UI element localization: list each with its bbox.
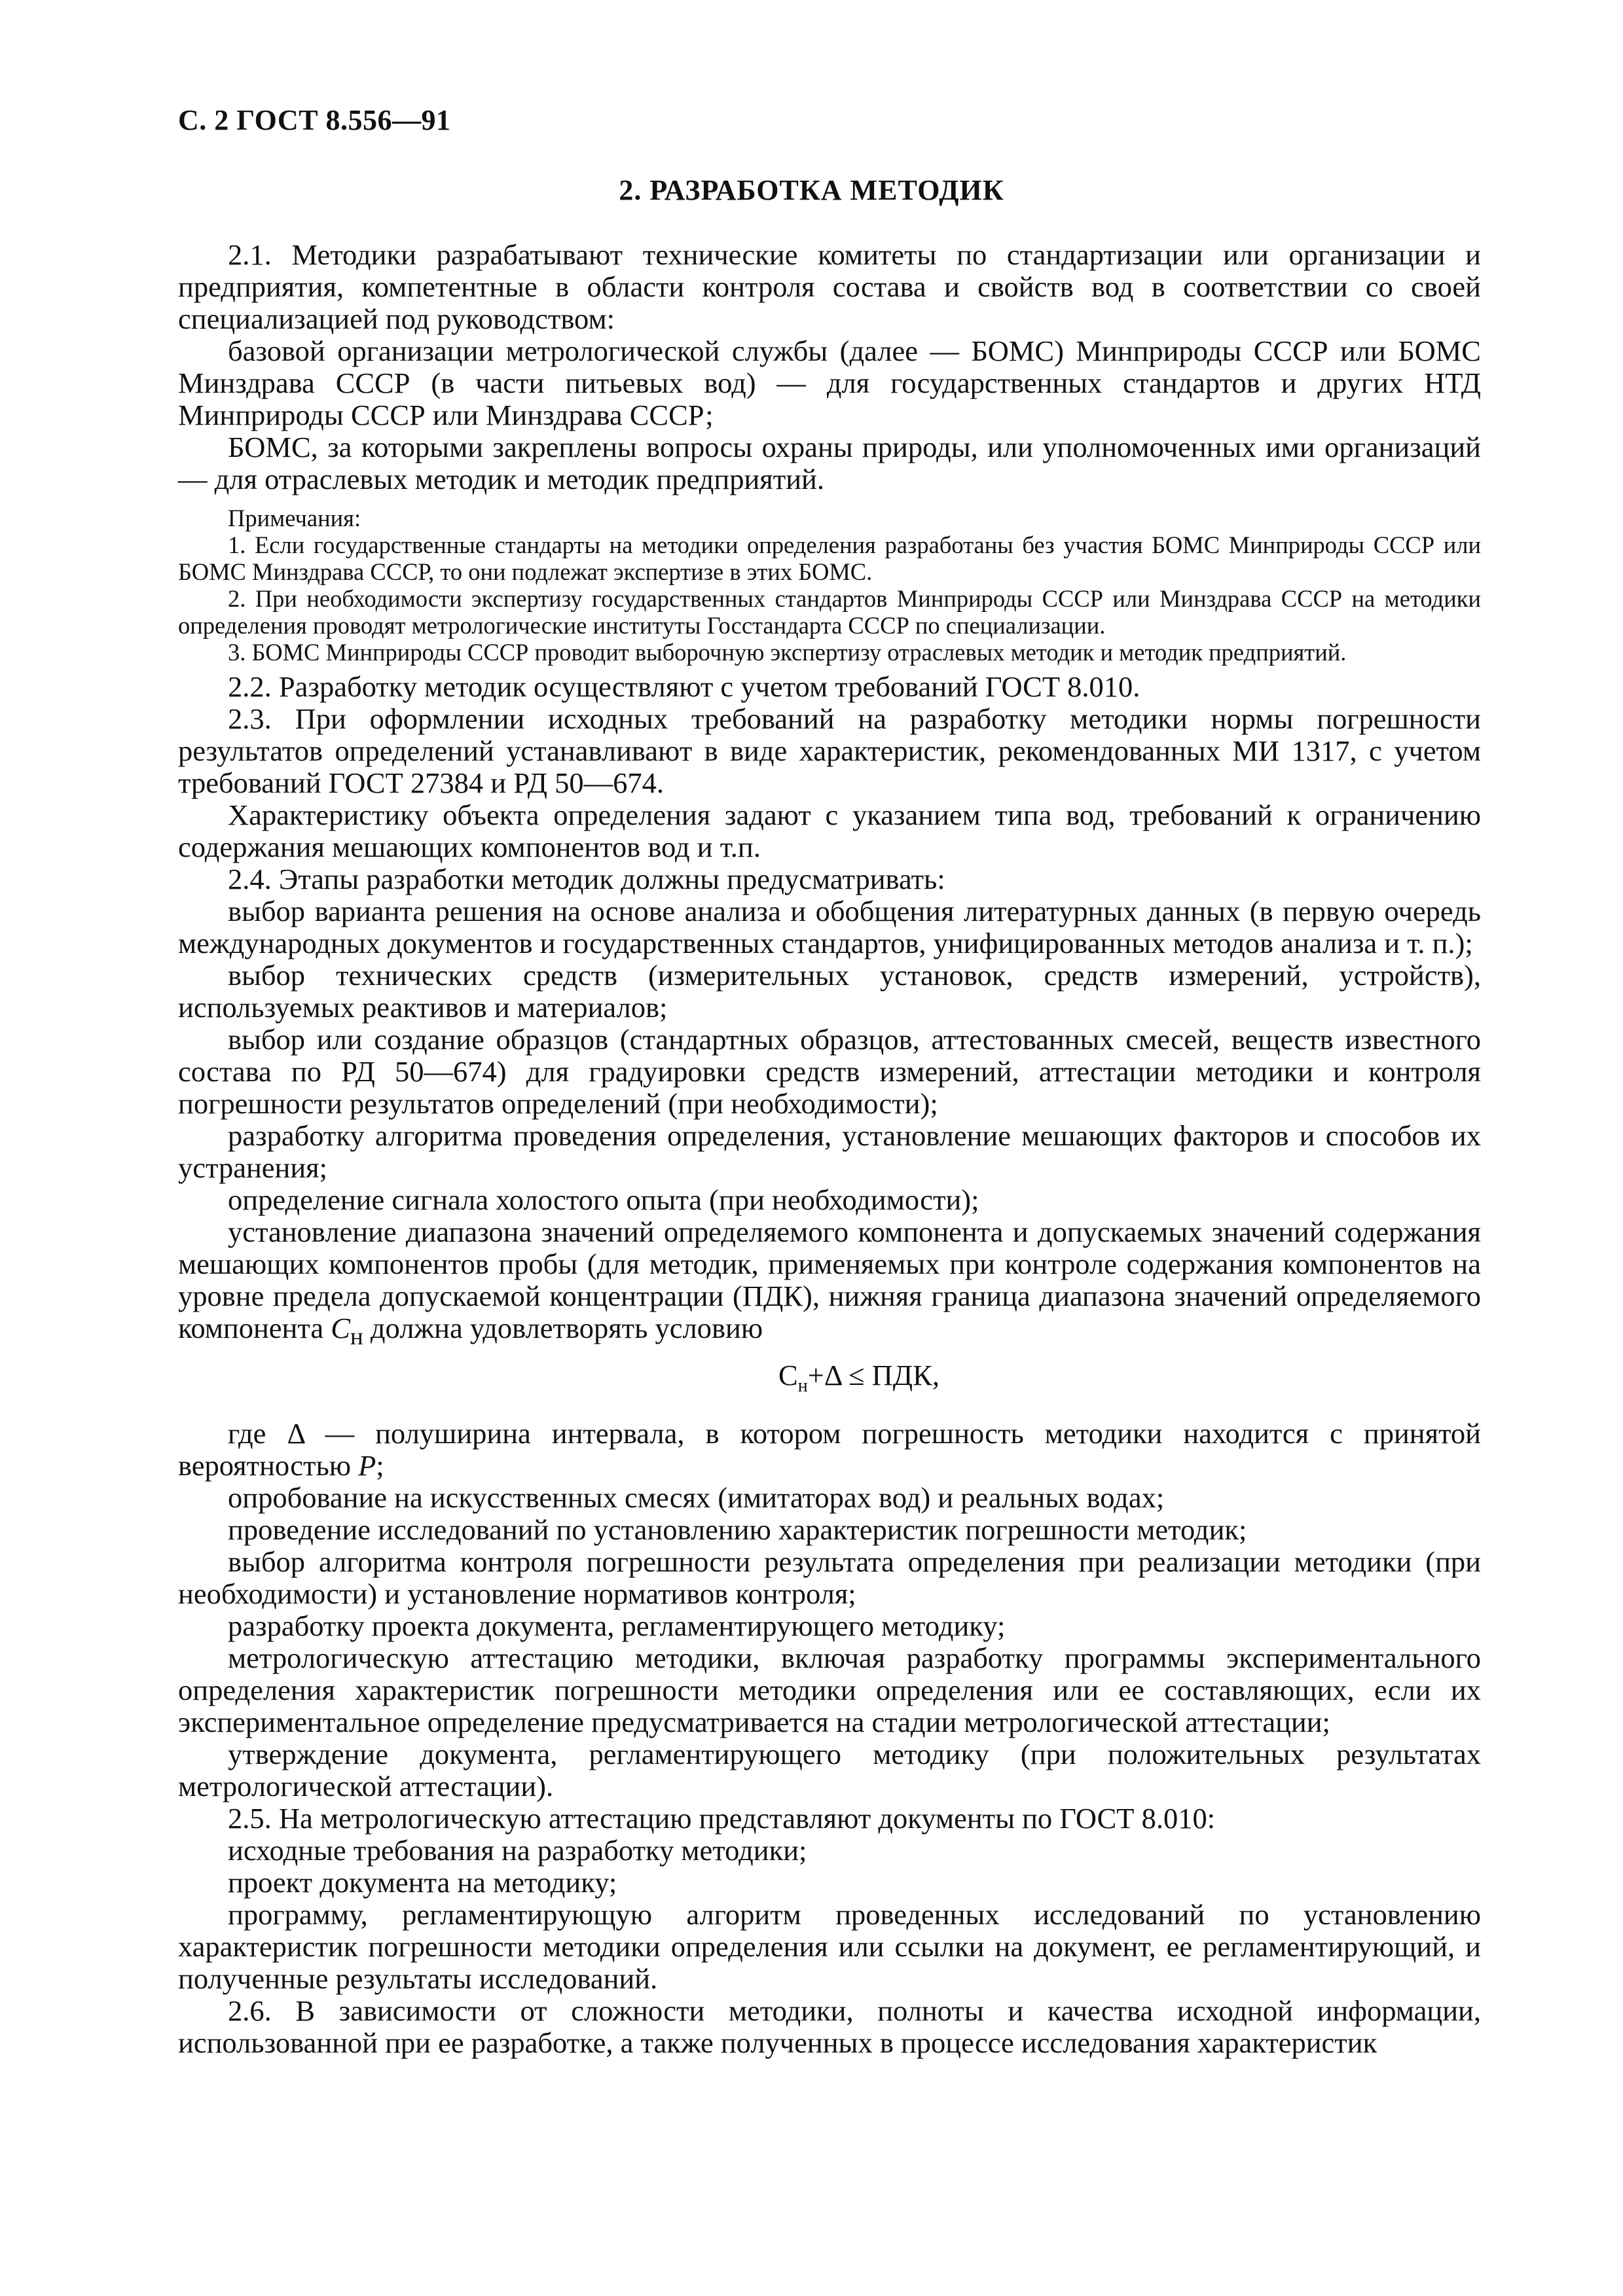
section-title: 2. РАЗРАБОТКА МЕТОДИК <box>619 174 1004 206</box>
page-header: С. 2 ГОСТ 8.556—91 <box>178 104 451 136</box>
formula-c: С <box>778 1358 798 1391</box>
paragraph-2-4-g <box>178 1418 1481 1482</box>
paragraph-2-4-e: определение сигнала холостого опыта (при необходимости); <box>228 1183 979 1216</box>
paragraph-2-4-i: проведение исследований по установлению характеристик погрешности методик; <box>228 1513 1247 1546</box>
symbol-c: C <box>331 1312 350 1344</box>
paragraph-2-5-a: исходные требования на разработку методики; <box>228 1833 807 1867</box>
paragraph-2-4-k: разработку проекта документа, регламентирующего методику; <box>228 1609 1006 1642</box>
paragraph-2-5: 2.5. На метрологическую аттестацию представляют документы по ГОСТ 8.010: <box>228 1801 1216 1835</box>
paragraph-2-4-f <box>178 1216 1481 1353</box>
paragraph-2-4-g-end: ; <box>376 1448 384 1482</box>
symbol-p: P <box>358 1448 376 1482</box>
paragraph-2-1-b: БОМС, за которыми закреплены вопросы охраны природы, или уполномоченных ими организаций — для отраслевых методик и методик предприятий. <box>178 431 1481 495</box>
formula <box>178 1359 1481 1402</box>
paragraph-2-4-m: утверждение документа, регламентирующего методику (при положительных результатах метрологической аттестации). <box>178 1737 1481 1803</box>
document-body <box>178 239 1481 2059</box>
paragraph-2-4-l: метрологическую аттестацию методики, включая разработку программы экспериментального определения характеристик погрешности методики определения или ее составляющих, если их экспериментальное определение предусматривается на стадии метрологической аттестации; <box>178 1641 1481 1738</box>
formula-sub: н <box>797 1375 808 1396</box>
paragraph-2-2: 2.2. Разработку методик осуществляют с учетом требований ГОСТ 8.010. <box>228 670 1140 703</box>
note-1: 1. Если государственные стандарты на методики определения разработаны без участия БОМС Минприроды СССР или БОМС Минздрава СССР, то они подлежат экспертизе в этих БОМС. <box>178 531 1481 585</box>
notes-block <box>178 505 1481 666</box>
paragraph-2-4-b: выбор технических средств (измерительных установок, средств измерений, устройств), используемых реактивов и материалов; <box>178 959 1481 1024</box>
paragraph-2-4-g-text: где Δ — полуширина интервала, в котором погрешность методики находится с принятой вероятностью <box>178 1416 1481 1482</box>
paragraph-2-1-a: базовой организации метрологической службы (далее — БОМС) Минприроды СССР или БОМС Минздрава СССР (в части питьевых вод) — для государственных стандартов и других НТД Минприроды СССР или Минздрава СССР; <box>178 334 1481 431</box>
note-2: 2. При необходимости экспертизу государственных стандартов Минприроды СССР или Минздрава СССР на методики определения проводят метрологические институты Госстандарта СССР по специализации. <box>178 585 1481 639</box>
paragraph-2-4-j: выбор алгоритма контроля погрешности результата определения при реализации методики (при необходимости) и установление нормативов контроля; <box>178 1545 1481 1610</box>
paragraph-2-4-h: опробование на искусственных смесях (имитаторах вод) и реальных водах; <box>228 1480 1165 1514</box>
paragraph-2-5-b: проект документа на методику; <box>228 1865 617 1899</box>
formula-rest: +Δ ≤ ПДК, <box>807 1358 939 1391</box>
symbol-c-sub: н <box>350 1323 363 1350</box>
paragraph-2-4-f-end: должна удовлетворять условию <box>370 1312 763 1344</box>
paragraph-2-1: 2.1. Методики разрабатывают технические комитеты по стандартизации или организации и предприятия, компетентные в области контроля состава и свойств вод в соответствии со своей специализацией под руководством: <box>178 238 1481 335</box>
paragraph-2-4-a: выбор варианта решения на основе анализа и обобщения литературных данных (в первую очередь международных документов и государственных стандартов, унифицированных методов анализа и т. п.); <box>178 895 1481 960</box>
note-3: 3. БОМС Минприроды СССР проводит выборочную экспертизу отраслевых методик и методик предприятий. <box>228 639 1347 666</box>
paragraph-2-6: 2.6. В зависимости от сложности методики, полноты и качества исходной информации, использованной при ее разработке, а также полученных в процессе исследования характеристик <box>178 1994 1481 2059</box>
notes-title: Примечания: <box>228 505 361 531</box>
paragraph-2-3-b: Характеристику объекта определения задают с указанием типа вод, требований к ограничению содержания мешающих компонентов вод и т.п. <box>178 798 1481 863</box>
paragraph-2-4-d: разработку алгоритма проведения определения, установление мешающих факторов и способов их устранения; <box>178 1119 1481 1184</box>
paragraph-2-4-c: выбор или создание образцов (стандартных образцов, аттестованных смесей, веществ известного состава по РД 50—674) для градуировки средств измерений, аттестации методики и контроля погрешности результатов определений (при необходимости); <box>178 1023 1481 1120</box>
paragraph-2-4-f-text: установление диапазона значений определяемого компонента и допускаемых значений содержания мешающих компонентов пробы (для методик, применяемых при контроле содержания компонентов на уровне предела допускаемой концентрации (ПДК), нижняя граница диапазона значений определяемого компонента <box>178 1215 1481 1344</box>
paragraph-2-3: 2.3. При оформлении исходных требований на разработку методики нормы погрешности результатов определений устанавливают в виде характеристик, рекомендованных МИ 1317, с учетом требований ГОСТ 27384 и РД 50—674. <box>178 702 1481 799</box>
paragraph-2-4: 2.4. Этапы разработки методик должны предусматривать: <box>228 863 945 895</box>
paragraph-2-5-c: программу, регламентирующую алгоритм проведенных исследований по установлению характеристик погрешности методики определения или ссылки на документ, ее регламентирующий, и полученные результаты исследований. <box>178 1897 1481 1995</box>
